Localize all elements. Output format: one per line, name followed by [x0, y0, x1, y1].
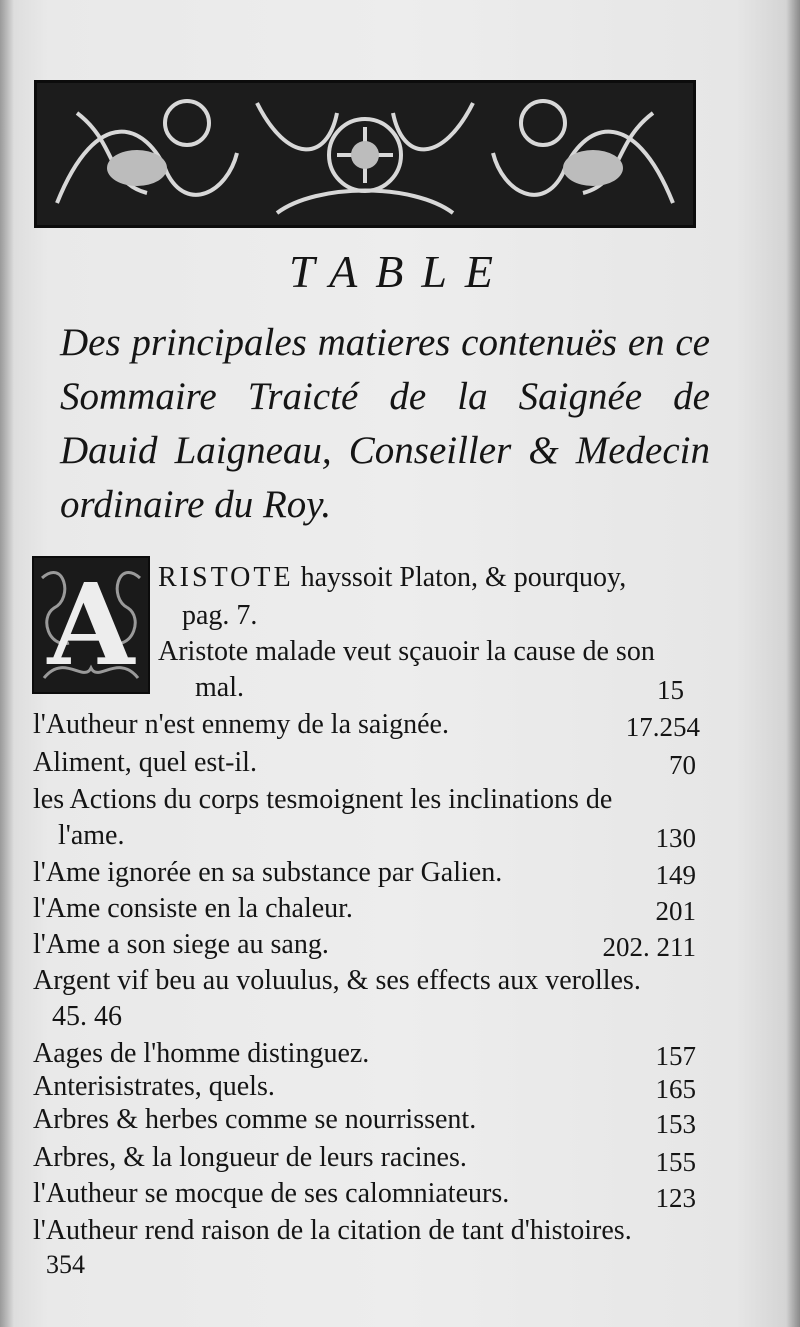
dropcap-letter: A — [47, 560, 135, 691]
index-page-number: 157 — [655, 1041, 696, 1071]
index-entry: l'Ame consiste en la chaleur. — [33, 893, 353, 924]
index-entry: les Actions du corps tesmoignent les inclinations de — [33, 784, 613, 815]
first-entry-text: hayssoit Platon, & pourquoy, — [300, 562, 627, 593]
index-page-number: 149 — [655, 860, 696, 890]
headpiece-engraving-icon — [37, 83, 693, 225]
index-page-number: 17.254 — [625, 712, 700, 742]
first-entry-lead: RISTOTE — [158, 562, 294, 593]
index-page-number: 130 — [655, 823, 696, 853]
index-entry-cont: mal. — [195, 672, 244, 703]
ornamental-headpiece — [34, 80, 696, 228]
index-entry: l'Autheur n'est ennemy de la saignée. — [33, 709, 449, 740]
index-page-number: 202. 211 — [602, 932, 696, 962]
page-signature-number: 354 — [46, 1250, 85, 1279]
index-page-number: 15 — [657, 675, 684, 705]
page-subtitle: Des principales matieres contenuës en ce Sommaire Traicté de la Saignée de Dauid Laigneau, Conseiller & Medecin ordinaire du Roy. — [60, 321, 710, 526]
index-entry: Arbres, & la longueur de leurs racines. — [33, 1142, 467, 1173]
page-edge-shadow — [786, 0, 800, 1327]
index-entry: Arbres & herbes comme se nourrissent. — [33, 1104, 477, 1135]
index-entry: Aages de l'homme distinguez. — [33, 1038, 370, 1069]
index-entry: l'Ame ignorée en sa substance par Galien. — [33, 857, 503, 888]
index-entry: Argent vif beu au voluulus, & ses effects aux verolles. — [33, 965, 641, 996]
decorated-initial — [32, 556, 150, 694]
index-entry: l'Autheur se mocque de ses calomniateurs. — [33, 1178, 510, 1209]
index-entry: Aristote malade veut sçauoir la cause de son — [158, 636, 655, 667]
index-entry-cont: l'ame. — [58, 820, 125, 851]
index-entry: l'Ame a son siege au sang. — [33, 929, 329, 960]
index-page-number: 153 — [655, 1109, 696, 1139]
page-gutter-shadow — [0, 0, 14, 1327]
index-entry: Anterisistrates, quels. — [33, 1071, 275, 1102]
index-page-number: 201 — [655, 896, 696, 926]
index-entry: Aliment, quel est-il. — [33, 747, 257, 778]
index-page-number: 123 — [655, 1183, 696, 1213]
index-entry-cont: 45. 46 — [52, 1001, 122, 1032]
page-title: TABLE — [288, 246, 512, 297]
first-entry-line1 — [158, 560, 626, 596]
index-page-number: 165 — [655, 1074, 696, 1104]
index-page-number: 70 — [669, 750, 696, 780]
index-page-number: 155 — [655, 1147, 696, 1177]
index-entry: l'Autheur rend raison de la citation de tant d'histoires. — [33, 1215, 632, 1246]
first-entry-line2: pag. 7. — [182, 600, 258, 631]
